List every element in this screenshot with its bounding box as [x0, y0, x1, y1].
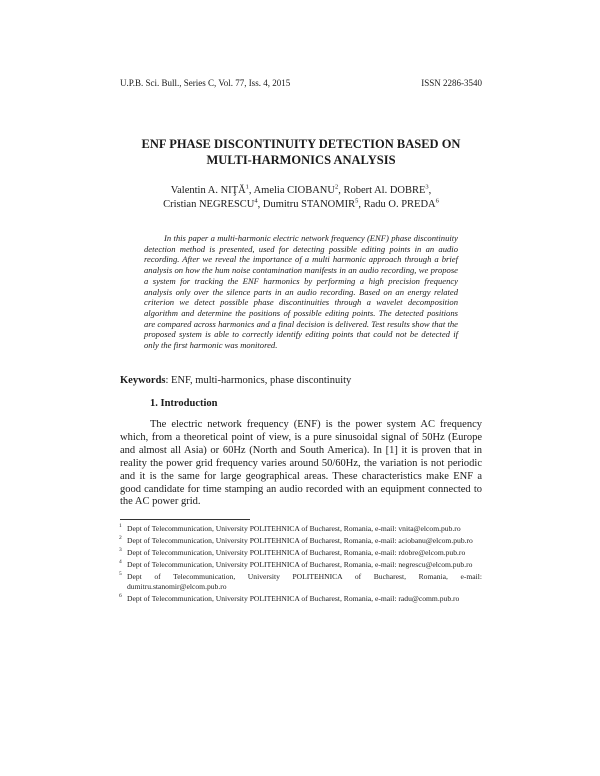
issn: ISSN 2286-3540: [421, 78, 482, 88]
author-separator: ,: [428, 185, 432, 196]
footnote-text: Dept of Telecommunication, University POLITEHNICA of Bucharest, Romania, e-mail: radu@comm.pub.ro: [127, 593, 460, 603]
author-separator: ,: [338, 185, 344, 196]
footnote-number: 3: [119, 546, 122, 553]
footnote: [120, 548, 482, 558]
footnote: [120, 594, 482, 604]
author-footnote-mark: 3: [425, 183, 429, 191]
author-line-1: [120, 184, 482, 198]
author-list: [120, 184, 482, 211]
footnote-number: 4: [119, 558, 122, 565]
author-separator: ,: [257, 198, 263, 210]
footnote-divider: [120, 519, 250, 520]
title-line-2: MULTI-HARMONICS ANALYSIS: [206, 153, 396, 167]
author-footnote-mark: 4: [254, 197, 258, 204]
footnote-number: 1: [119, 523, 122, 529]
footnote-number: 2: [119, 534, 122, 541]
author-name: Robert Al. DOBRE: [343, 185, 426, 196]
footnote-text: Dept of Telecommunication, University POLITEHNICA of Bucharest, Romania, e-mail: rdobre@elcom.pub.ro: [127, 547, 466, 557]
author-footnote-mark: 5: [355, 197, 359, 204]
footnote-number: 6: [119, 592, 122, 599]
title-line-1: ENF PHASE DISCONTINUITY DETECTION BASED ON: [141, 137, 461, 151]
author-name: Cristian NEGRESCU: [163, 198, 255, 210]
author-name: Amelia CIOBANU: [253, 185, 335, 196]
author-footnote-mark: 2: [334, 183, 339, 191]
keywords-label: Keywords: [120, 375, 166, 386]
author-separator: ,: [248, 185, 254, 196]
footnote-text: Dept of Telecommunication, University POLITEHNICA of Bucharest, Romania, e-mail: aciobanu@elcom.pub.ro: [127, 535, 473, 545]
paper-title: [120, 136, 482, 168]
journal-citation: U.P.B. Sci. Bull., Series C, Vol. 77, Iss. 4, 2015: [120, 78, 291, 88]
author-footnote-mark: 6: [435, 197, 439, 204]
intro-paragraph: The electric network frequency (ENF) is the power system AC frequency which, from a theoretical point of view, is a pure sinusoidal signal of 50Hz (Europe and almost all Asia) or 60Hz (North and South America). In [1] it is proven that in reality the power grid frequency varies around 50/60Hz, the variation is not periodic and it is the same for large geographical areas. These characteristics make ENF a good candidate for time stamping an audio recorded with an equipment connected to the AC power grid.: [120, 419, 482, 508]
author-line-2: [120, 198, 482, 212]
author-name: Radu O. PREDA: [363, 198, 436, 210]
author-name: Valentin A. NIŢĂ: [170, 185, 246, 196]
footnote-text: Dept of Telecommunication, University POLITEHNICA of Bucharest, Romania, e-mail: dumitru.stanomir@elcom.pub.ro: [127, 571, 482, 591]
footnote-text: Dept of Telecommunication, University POLITEHNICA of Bucharest, Romania, e-mail: vnita@elcom.pub.ro: [127, 524, 461, 533]
footnote-text: Dept of Telecommunication, University POLITEHNICA of Bucharest, Romania, e-mail: negrescu@elcom.pub.ro: [127, 559, 473, 569]
keywords-text: : ENF, multi-harmonics, phase discontinuity: [165, 375, 352, 386]
footnote: [120, 536, 482, 546]
footnote-number: 5: [119, 570, 122, 577]
footnote: [120, 524, 482, 534]
author-name: Dumitru STANOMIR: [262, 198, 356, 210]
author-footnote-mark: 1: [245, 183, 249, 191]
abstract: In this paper a multi-harmonic electric network frequency (ENF) phase discontinuity detection method is presented, used for detecting possible editing points in an audio recording. After we reveal the importance of a multi harmonic approach through a brief analysis on how the hum noise contamination manifests in an audio recording, we propose a system for tracking the ENF harmonics by performing a high precision frequency analysis only over the silence parts in an audio recording. Based on an energy related criterion we detect possible phase discontinuities through a wavelet decomposition algorithm and determine the positions of possible editing points. The detected positions are compared across harmonics and a final decision is delivered. Test results show that the proposed system is able to correctly identify editing points that could not be detected if only the first harmonic was monitored.: [144, 233, 458, 351]
footnote: [120, 572, 482, 591]
footnote-list: [120, 524, 482, 606]
author-separator: ,: [358, 198, 364, 210]
footnote: [120, 560, 482, 570]
section-heading: 1. Introduction: [150, 398, 218, 409]
keywords: [120, 374, 482, 387]
